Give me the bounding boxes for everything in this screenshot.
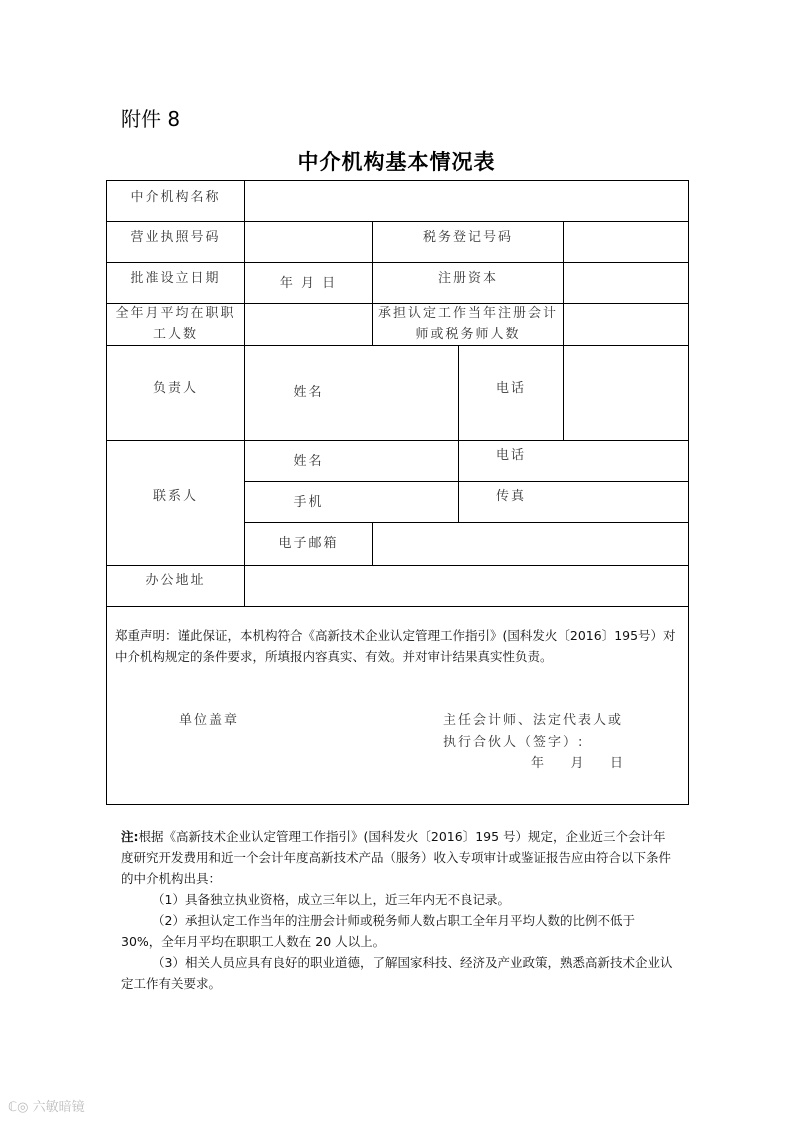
notes-intro: 根据《高新技术企业认定管理工作指引》(国科发火〔2016〕195 号）规定，企业近三个会计年度研究开发费用和近一个会计年度高新技术产品（服务）收入专项审计或鉴证报告应由符合以下条件的中介机构出具： <box>121 829 672 886</box>
email-label: 电子邮箱 <box>278 536 339 551</box>
tax-reg-label: 税务登记号码 <box>422 230 513 245</box>
email-field[interactable] <box>373 523 688 565</box>
registered-capital-label: 注册资本 <box>437 271 498 286</box>
registered-capital-field[interactable] <box>564 263 688 303</box>
notes-item-3: （3）相关人员应具有良好的职业道德，了解国家科技、经济及产业政策，熟悉高新技术企业认定工作有关要求。 <box>121 955 673 991</box>
contact-phone-field[interactable] <box>564 441 688 481</box>
notes-item-1: （1）具备独立执业资格，成立三年以上，近三年内无不良记录。 <box>152 892 510 907</box>
person-in-charge-phone-label: 电话 <box>495 381 526 396</box>
person-in-charge-label: 负责人 <box>152 381 198 396</box>
address-label: 办公地址 <box>145 573 206 588</box>
signer-line-2: 执行合伙人（签字）: <box>443 735 585 750</box>
cpa-count-label: 承担认定工作当年注册会计师或税务师人数 <box>377 306 558 342</box>
watermark-text: 六敏暗镜 <box>32 1100 85 1115</box>
watermark <box>8 1096 85 1115</box>
mobile-label: 手机 <box>293 495 324 510</box>
declaration-text: 郑重声明：谨此保证，本机构符合《高新技术企业认定管理工作指引》(国科发火〔2016〕195号）对中介机构规定的条件要求，所填报内容真实、有效。并对审计结果真实性负责。 <box>115 628 676 664</box>
fax-field[interactable] <box>564 482 688 522</box>
avg-staff-field[interactable] <box>245 304 372 345</box>
info-form-table <box>106 180 689 805</box>
page-title: 中介机构基本情况表 <box>297 150 496 174</box>
attachment-label: 附件 8 <box>121 107 181 131</box>
avg-staff-label: 全年月平均在职职工人数 <box>115 306 236 342</box>
approval-date-label: 批准设立日期 <box>130 271 221 286</box>
org-name-label: 中介机构名称 <box>130 190 221 205</box>
contact-name-field[interactable] <box>373 441 458 481</box>
seal-label: 单位盖章 <box>179 713 240 728</box>
contact-phone-label: 电话 <box>495 448 526 463</box>
notes-item-2: （2）承担认定工作当年的注册会计师或税务师人数占职工全年月平均人数的比例不低于 30%，全年月平均在职职工人数在 20 人以上。 <box>121 913 635 949</box>
cpa-count-field[interactable] <box>564 304 688 345</box>
person-in-charge-name-field[interactable] <box>373 346 458 440</box>
contact-name-label: 姓名 <box>293 454 324 469</box>
person-in-charge-name-label: 姓名 <box>293 385 324 400</box>
contact-label: 联系人 <box>152 489 198 504</box>
notes-prefix: 注: <box>121 829 139 844</box>
watermark-logo-icon: ℂ◎ <box>8 1100 29 1115</box>
date-line: 年 月 日 <box>531 756 626 771</box>
business-license-label: 营业执照号码 <box>130 230 221 245</box>
address-field[interactable] <box>245 566 688 606</box>
approval-date-field[interactable]: 年 月 日 <box>279 276 338 291</box>
org-name-field[interactable] <box>245 181 688 221</box>
tax-reg-field[interactable] <box>564 222 688 262</box>
person-in-charge-phone-field[interactable] <box>564 346 688 440</box>
business-license-field[interactable] <box>245 222 372 262</box>
mobile-field[interactable] <box>373 482 458 522</box>
fax-label: 传真 <box>495 489 526 504</box>
signer-line-1: 主任会计师、法定代表人或 <box>443 713 624 728</box>
notes-section <box>121 826 676 994</box>
